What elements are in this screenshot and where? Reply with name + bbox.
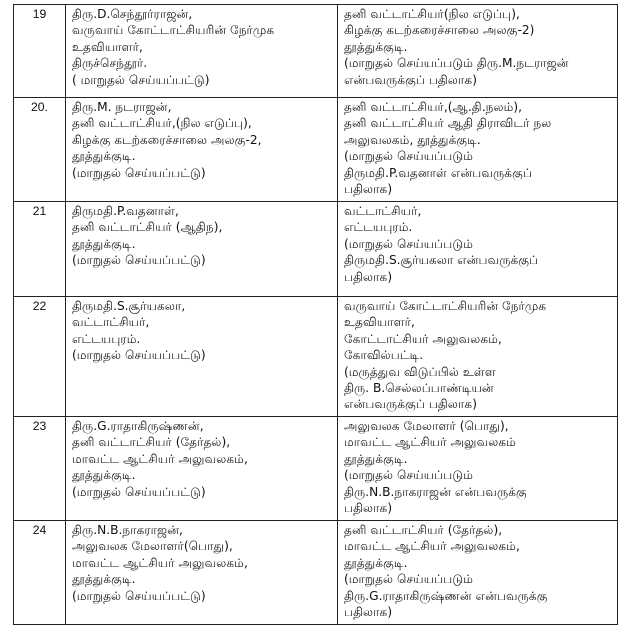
- current-posting-cell: [66, 5, 338, 98]
- text-line: திருமதி.S.சூர்யகலா,: [72, 299, 186, 313]
- text-line: திரு.N.B.நாகராஜன்,: [72, 523, 183, 537]
- text-line: என்பவருக்குப் பதிலாக): [344, 72, 477, 87]
- text-line: திருச்செந்தூர்.: [72, 56, 148, 71]
- text-line: உதவியாளர்,: [344, 315, 415, 330]
- current-posting-cell: [66, 417, 338, 521]
- table-row: [14, 417, 618, 521]
- text-line: மாவட்ட ஆட்சியர் அலுவலகம்,: [344, 539, 520, 554]
- table-row: [14, 98, 618, 202]
- text-line: தனி வட்டாட்சியர் (தேர்தல்),: [344, 523, 503, 537]
- text-line: வட்டாட்சியர்,: [344, 204, 422, 218]
- text-line: திருமதி.P.வதனாள்,: [72, 204, 179, 218]
- new-posting-cell: [338, 521, 618, 625]
- text-line: பதிலாக): [344, 182, 393, 197]
- table-row: [14, 521, 618, 625]
- serial-number: 19: [14, 5, 66, 98]
- text-line: மாவட்ட ஆட்சியர் அலுவலகம்,: [72, 451, 248, 466]
- text-line: தனி வட்டாட்சியர்,(ஆ.தி.நலம்),: [344, 100, 523, 114]
- text-line: அலுவலக மேலாளர்(பொது),: [72, 539, 233, 554]
- text-line: தனி வட்டாட்சியர் (ஆதிந),: [72, 220, 223, 235]
- new-posting-cell: [338, 98, 618, 202]
- text-line: தனி வட்டாட்சியர் ஆதி திராவிடர் நல: [344, 116, 552, 131]
- serial-number: 20.: [14, 98, 66, 202]
- text-line: (மாறுதல் செய்யப்பட்டு): [72, 253, 206, 268]
- table-row: [14, 5, 618, 98]
- text-line: (மாறுதல் செய்யப்படும்: [344, 572, 474, 587]
- text-line: என்பவருக்குப் பதிலாக): [344, 397, 477, 412]
- text-line: எட்டயபுரம்.: [72, 331, 141, 346]
- text-line: கிழக்கு கடற்கரைச்சாலை அலகு-2): [344, 23, 535, 38]
- current-posting-cell: [66, 98, 338, 202]
- table-row: [14, 297, 618, 417]
- text-line: திரு. B.செல்லப்பாண்டியன்: [344, 381, 494, 396]
- text-line: திரு.G.ராதாகிருஷ்ணன் என்பவருக்கு: [344, 588, 548, 603]
- text-line: எட்டயபுரம்.: [344, 220, 413, 235]
- text-line: தூத்துக்குடி.: [72, 468, 136, 483]
- text-line: தூத்துக்குடி.: [72, 236, 136, 251]
- text-line: அலுவலக மேலாளர் (பொது),: [344, 419, 509, 433]
- text-line: பதிலாக): [344, 269, 393, 284]
- text-line: கோவில்பட்டி.: [344, 348, 424, 363]
- new-posting-cell: [338, 297, 618, 417]
- text-line: (மருத்துவ விடுப்பில் உள்ள: [344, 364, 496, 379]
- text-line: (மாறுதல் செய்யப்பட்டு): [72, 484, 206, 499]
- text-line: தூத்துக்குடி.: [344, 39, 408, 54]
- text-line: (மாறுதல் செய்யப்பட்டு): [72, 165, 206, 180]
- serial-number: 24: [14, 521, 66, 625]
- serial-number: 21: [14, 202, 66, 297]
- serial-number: 22: [14, 297, 66, 417]
- text-line: வட்டாட்சியர்,: [72, 315, 150, 330]
- text-line: தூத்துக்குடி.: [344, 555, 408, 570]
- transfer-table: [13, 4, 618, 625]
- serial-number: 23: [14, 417, 66, 521]
- text-line: தனி வட்டாட்சியர்(நில எடுப்பு),: [344, 7, 520, 21]
- text-line: பதிலாக): [344, 605, 393, 620]
- new-posting-cell: [338, 5, 618, 98]
- text-line: தூத்துக்குடி.: [344, 451, 408, 466]
- text-line: ( மாறுதல் செய்யப்பட்டு): [72, 72, 210, 87]
- text-line: கோட்டாட்சியர் அலுவலகம்,: [344, 331, 502, 346]
- text-line: திரு.M. நடராஜன்,: [72, 100, 172, 114]
- text-line: (மாறுதல் செய்யப்பட்டு): [72, 588, 206, 603]
- text-line: மாவட்ட ஆட்சியர் அலுவலகம்: [344, 435, 516, 450]
- text-line: அலுவலகம், தூத்துக்குடி.: [344, 132, 481, 147]
- text-line: (மாறுதல் செய்யப்படும்: [344, 236, 474, 251]
- text-line: தனி வட்டாட்சியர்,(நில எடுப்பு),: [72, 116, 252, 131]
- text-line: வருவாய் கோட்டாட்சியரின் நேர்முக: [72, 23, 275, 38]
- current-posting-cell: [66, 297, 338, 417]
- text-line: திருமதி.P.வதனாள் என்பவருக்குப்: [344, 165, 532, 180]
- current-posting-cell: [66, 521, 338, 625]
- text-line: உதவியாளர்,: [72, 39, 143, 54]
- text-line: (மாறுதல் செய்யப்பட்டு): [72, 348, 206, 363]
- text-line: திரு.G.ராதாகிருஷ்ணன்,: [72, 419, 204, 433]
- text-line: தூத்துக்குடி.: [72, 572, 136, 587]
- text-line: தனி வட்டாட்சியர் (தேர்தல்),: [72, 435, 231, 450]
- text-line: (மாறுதல் செய்யப்படும் திரு.M.நடராஜன்: [344, 56, 569, 71]
- text-line: வருவாய் கோட்டாட்சியரின் நேர்முக: [344, 299, 547, 313]
- text-line: (மாறுதல் செய்யப்படும்: [344, 468, 474, 483]
- current-posting-cell: [66, 202, 338, 297]
- text-line: (மாறுதல் செய்யப்படும்: [344, 149, 474, 164]
- new-posting-cell: [338, 202, 618, 297]
- text-line: திருமதி.S.சூர்யகலா என்பவருக்குப்: [344, 253, 539, 268]
- text-line: திரு.D.செந்தூர்ராஜன்,: [72, 7, 193, 21]
- table-row: [14, 202, 618, 297]
- new-posting-cell: [338, 417, 618, 521]
- text-line: மாவட்ட ஆட்சியர் அலுவலகம்,: [72, 555, 248, 570]
- text-line: பதிலாக): [344, 501, 393, 516]
- text-line: கிழக்கு கடற்கரைச்சாலை அலகு-2,: [72, 132, 262, 147]
- text-line: திரு.N.B.நாகராஜன் என்பவருக்கு: [344, 484, 527, 499]
- text-line: தூத்துக்குடி.: [72, 149, 136, 164]
